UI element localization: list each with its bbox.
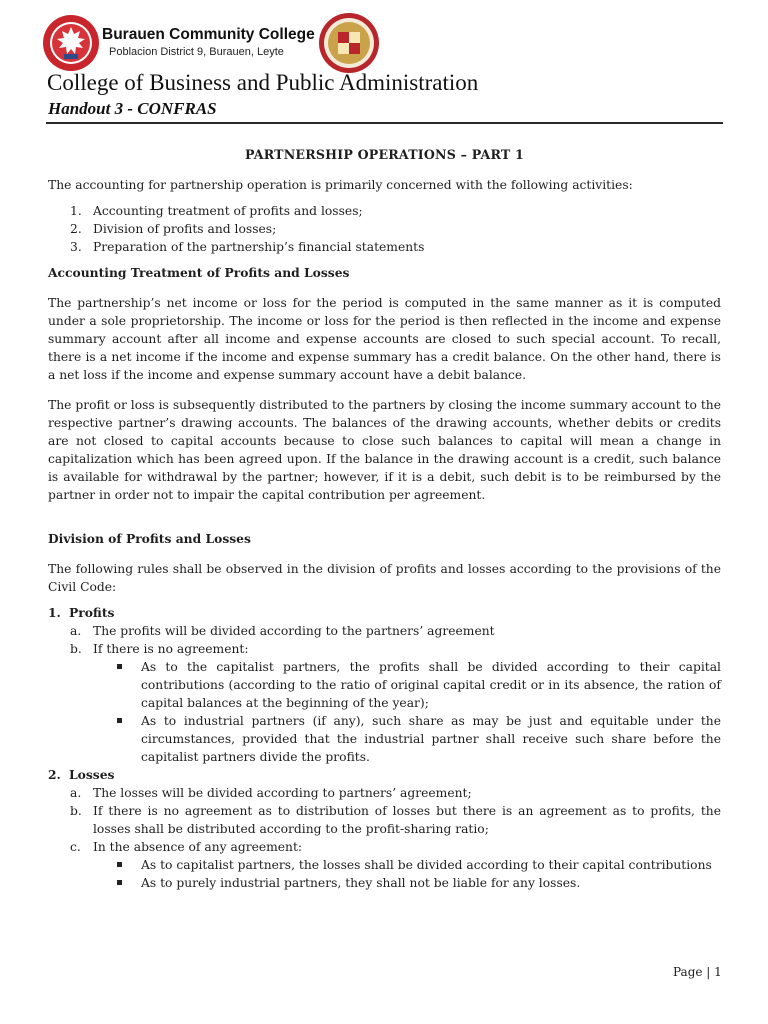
letterhead — [40, 12, 730, 74]
bullet-icon — [117, 880, 122, 885]
document-title: PARTNERSHIP OPERATIONS – PART 1 — [244, 147, 525, 162]
department-title: College of Business and Public Administration — [47, 70, 479, 95]
bullet-item: As to industrial partners (if any), such share as may be just and equitable under the circumstances, provided that the industrial partner shall receive such share before the capitalist partners divide the profits. — [48, 712, 721, 766]
section-heading: Division of Profits and Losses — [48, 531, 251, 546]
department-seal-icon — [318, 12, 380, 74]
bullet-item: As to the capitalist partners, the profits shall be divided according to their capital contributions (according to the ratio of original capital credit or in its absence, the ration of capital balances at the beginning of the year); — [48, 658, 721, 712]
college-seal-icon — [42, 14, 100, 72]
rule-heading-losses: 2. Losses — [48, 767, 115, 782]
activities-list — [48, 202, 721, 256]
sub-item: b. If there is no agreement: — [70, 642, 249, 656]
list-item: 3. Preparation of the partnership’s financial statements — [70, 240, 425, 254]
list-item: 1. Accounting treatment of profits and losses; — [70, 204, 363, 218]
college-name: Burauen Community College — [102, 26, 315, 43]
document-body — [48, 146, 721, 892]
list-item: 2. Division of profits and losses; — [70, 222, 277, 236]
bullet-item: As to capitalist partners, the losses shall be divided according to their capital contributions — [48, 856, 721, 874]
handout-label: Handout 3 - CONFRAS — [48, 99, 217, 118]
rule-heading-profits: 1. Profits — [48, 605, 115, 620]
bullet-icon — [117, 664, 122, 669]
section-heading: Accounting Treatment of Profits and Losses — [48, 265, 350, 280]
paragraph: The partnership’s net income or loss for the period is computed in the same manner as it is computed under a sole proprietorship. The income or loss for the period is then reflected in the income and expense summary account after all income and expense accounts are closed to such special account. To recall, there is a net income if the income and expense summary has a credit balance. On the other hand, there is a net loss if the income and expense summary account have a debit balance. — [48, 296, 721, 382]
bullet-icon — [117, 718, 122, 723]
sub-item: b. If there is no agreement as to distribution of losses but there is an agreement as to profits, the losses shall be distributed according to the profit-sharing ratio; — [70, 804, 721, 836]
paragraph: The profit or loss is subsequently distributed to the partners by closing the income summary account to the respective partner’s drawing accounts. The balances of the drawing accounts, whether debits or credits are not closed to capital accounts because to close such balances to capital will mean a change in capitalization which has been agreed upon. If the balance in the drawing account is a credit, such balance is available for withdrawal by the partner; however, if it is a debit, such debit is to be reimbursed by the partner in order not to impair the capital contribution per agreement. — [48, 398, 721, 502]
bullet-item: As to purely industrial partners, they shall not be liable for any losses. — [48, 874, 721, 892]
header-divider — [46, 122, 723, 124]
bullet-icon — [117, 862, 122, 867]
sub-item: c. In the absence of any agreement: — [70, 840, 303, 854]
college-address: Poblacion District 9, Burauen, Leyte — [109, 46, 284, 58]
page-number: Page | 1 — [673, 965, 722, 979]
paragraph: The following rules shall be observed in the division of profits and losses according to the provisions of the Civil Code: — [48, 562, 721, 594]
sub-item: a. The losses will be divided according to partners’ agreement; — [70, 786, 472, 800]
intro-paragraph: The accounting for partnership operation is primarily concerned with the following activities: — [48, 178, 633, 192]
sub-item: a. The profits will be divided according to the partners’ agreement — [70, 624, 495, 638]
